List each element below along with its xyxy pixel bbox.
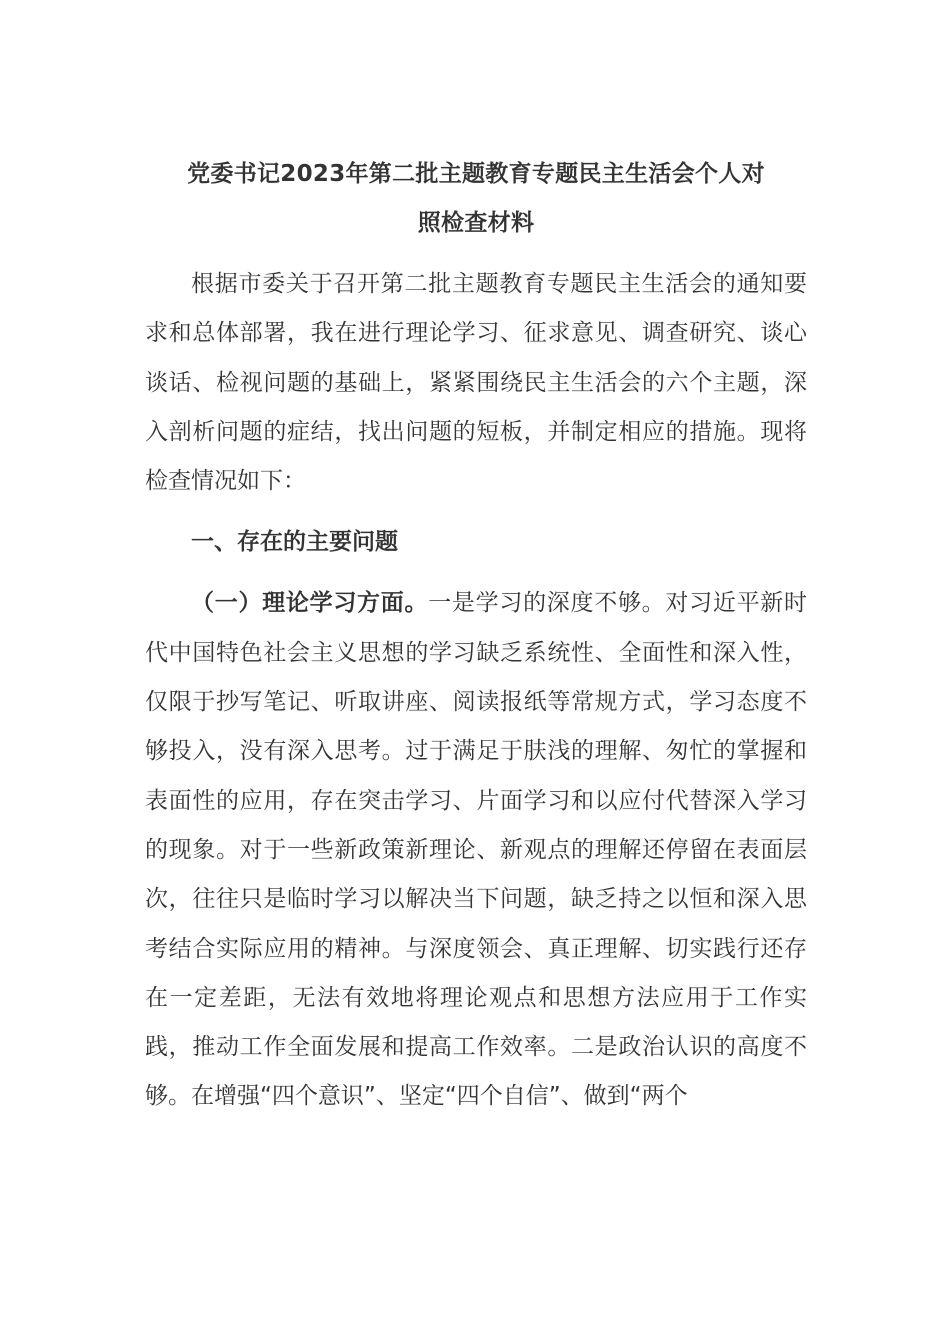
section-heading: 一、存在的主要问题 [191,529,398,556]
intro-paragraph: 根据市委关于召开第二批主题教育专题民主生活会的通知要求和总体部署，我在进行理论学习、征求意见、调查研究、谈心谈话、检视问题的基础上，紧紧围绕民主生活会的六个主题，深入剖析问题的症结，找出问题的短板，并制定相应的措施。现将检查情况如下： [145,271,807,495]
document-title [145,150,807,248]
document-body [145,150,807,1122]
title-line-2: 照检查材料 [417,210,535,236]
subsection-paragraph [145,579,807,1121]
subsection-body: 一是学习的深度不够。对习近平新时代中国特色社会主义思想的学习缺乏系统性、全面性和深入性，仅限于抄写笔记、听取讲座、阅读报纸等常规方式，学习态度不够投入，没有深入思考。过于满足于肤浅的理解、匆忙的掌握和表面性的应用，存在突击学习、片面学习和以应付代替深入学习的现象。对于一些新政策新理论、新观点的理解还停留在表面层次，往往只是临时学习以解决当下问题，缺乏持之以恒和深入思考结合实际应用的精神。与深度领会、真正理解、切实践行还存在一定差距，无法有效地将理论观点和思想方法应用于工作实践，推动工作全面发展和提高工作效率。二是政治认识的高度不够。在增强“四个意识”、坚定“四个自信”、做到“两个 [145,590,808,1110]
title-line-1: 党委书记2023年第二批主题教育专题民主生活会个人对 [187,161,765,187]
subsection-lead: （一）理论学习方面。 [191,590,429,617]
